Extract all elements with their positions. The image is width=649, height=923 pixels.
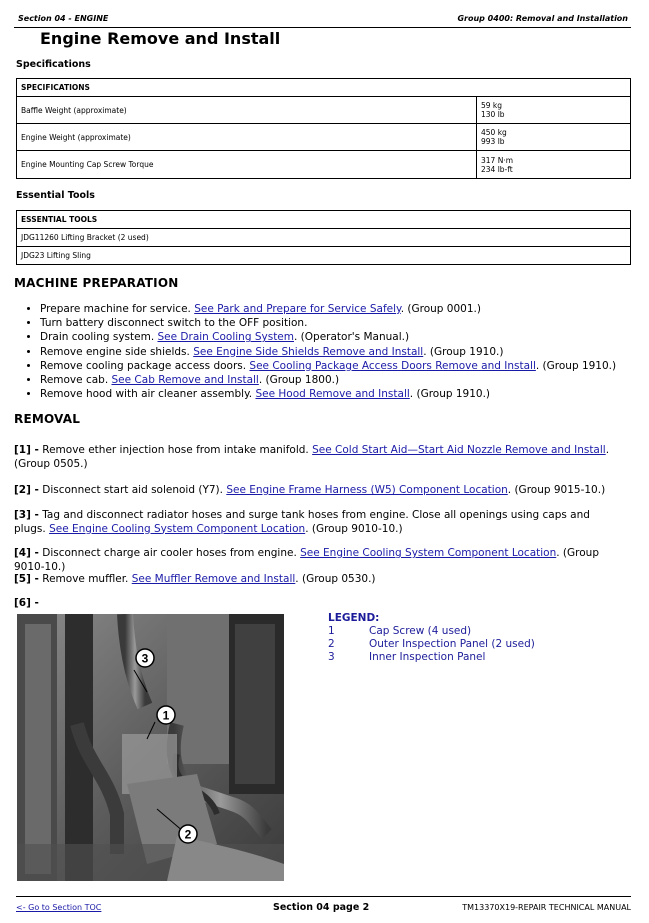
link[interactable]: See Engine Side Shields Remove and Install [193,345,424,358]
spec-label: Engine Mounting Cap Screw Torque [17,151,477,179]
machine-prep-heading: MACHINE PREPARATION [14,276,179,290]
removal-step: [5] - Remove muffler. See Muffler Remove and Install. (Group 0530.) [14,573,376,585]
list-item: • Turn battery disconnect switch to the OFF position. [40,316,616,330]
spec-value: 59 kg 130 lb [477,97,631,124]
link[interactable]: See Park and Prepare for Service Safely [194,303,401,315]
page-footer [16,896,631,915]
spec-value: 450 kg 993 lb [477,124,631,151]
specifications-table-title: SPECIFICATIONS [17,79,631,97]
link[interactable]: See Hood Remove and Install [255,388,410,401]
link[interactable]: See Engine Cooling System Component Location [300,547,557,559]
link[interactable]: See Drain Cooling System [157,331,294,344]
page-number: Section 04 page 2 [273,902,370,913]
removal-step: [4] - Disconnect charge air cooler hoses from engine. See Engine Cooling System Component Location. (Group 9010-10.) [14,547,599,573]
spec-label: Engine Weight (approximate) [17,124,477,151]
list-item: • Remove cooling package access doors. See Cooling Package Access Doors Remove and Install. (Group 1910.) [40,359,616,373]
link[interactable]: See Cooling Package Access Doors Remove and Install [249,359,536,372]
page-header [14,11,631,28]
link[interactable]: See Muffler Remove and Install [131,573,296,585]
tools-heading: Essential Tools [16,190,95,201]
machine-prep-list [14,302,616,401]
table-row [17,124,631,151]
link[interactable]: See Cold Start Aid—Start Aid Nozzle Remove and Install [312,444,606,456]
legend-title: LEGEND: [328,612,380,624]
removal-step: [6] - [14,597,39,609]
legend-item: 1 Cap Screw (4 used) [328,625,472,637]
manual-title: TM13370X19-REPAIR TECHNICAL MANUAL [462,903,631,912]
removal-step: [3] - Tag and disconnect radiator hoses and surge tank hoses from engine. Close all openings using caps and plugs. See Engine Cooling System Component Location. (Group 9010-10.) [14,509,590,535]
tool-item: JDG23 Lifting Sling [17,247,631,265]
callout-2-label: 2 [184,827,192,842]
table-row [17,229,631,247]
specifications-heading: Specifications [16,59,91,70]
removal-step: [2] - Disconnect start aid solenoid (Y7). See Engine Frame Harness (W5) Component Location. (Group 9015-10.) [14,484,606,496]
link[interactable]: See Engine Frame Harness (W5) Component Location [226,484,508,496]
table-row [17,151,631,179]
list-item: • Prepare machine for service. See Park and Prepare for Service Safely. (Group 0001.) [40,302,616,316]
list-item: • Remove hood with air cleaner assembly. See Hood Remove and Install. (Group 1910.) [40,387,616,401]
legend-item: 2 Outer Inspection Panel (2 used) [328,638,535,650]
table-row [17,97,631,124]
list-item: • Remove cab. See Cab Remove and Install. (Group 1800.) [40,373,616,387]
tool-item: JDG11260 Lifting Bracket (2 used) [17,229,631,247]
removal-heading: REMOVAL [14,412,81,426]
tools-table-title: ESSENTIAL TOOLS [17,211,631,229]
header-group: Group 0400: Removal and Installation [457,14,628,23]
header-section: Section 04 - ENGINE [18,14,109,23]
callout-1-label: 1 [162,708,170,723]
legend-item: 3 Inner Inspection Panel [328,651,486,663]
spec-label: Baffle Weight (approximate) [17,97,477,124]
engine-photo [17,614,284,881]
removal-step: [1] - Remove ether injection hose from intake manifold. See Cold Start Aid—Start Aid Nozzle Remove and Install. (Group 0505.) [14,444,610,470]
spec-value: 317 N·m 234 lb-ft [477,151,631,179]
callout-3-label: 3 [141,651,149,666]
specifications-table [16,78,631,179]
list-item: • Remove engine side shields. See Engine Side Shields Remove and Install. (Group 1910.) [40,345,616,359]
page-title: Engine Remove and Install [40,29,281,48]
list-item: • Drain cooling system. See Drain Cooling System. (Operator's Manual.) [40,330,616,344]
tools-table [16,210,631,265]
table-row [17,247,631,265]
link[interactable]: See Cab Remove and Install [111,374,259,387]
toc-link[interactable]: <- Go to Section TOC [16,903,102,912]
legend [328,612,535,664]
link[interactable]: See Engine Cooling System Component Location [49,522,306,535]
